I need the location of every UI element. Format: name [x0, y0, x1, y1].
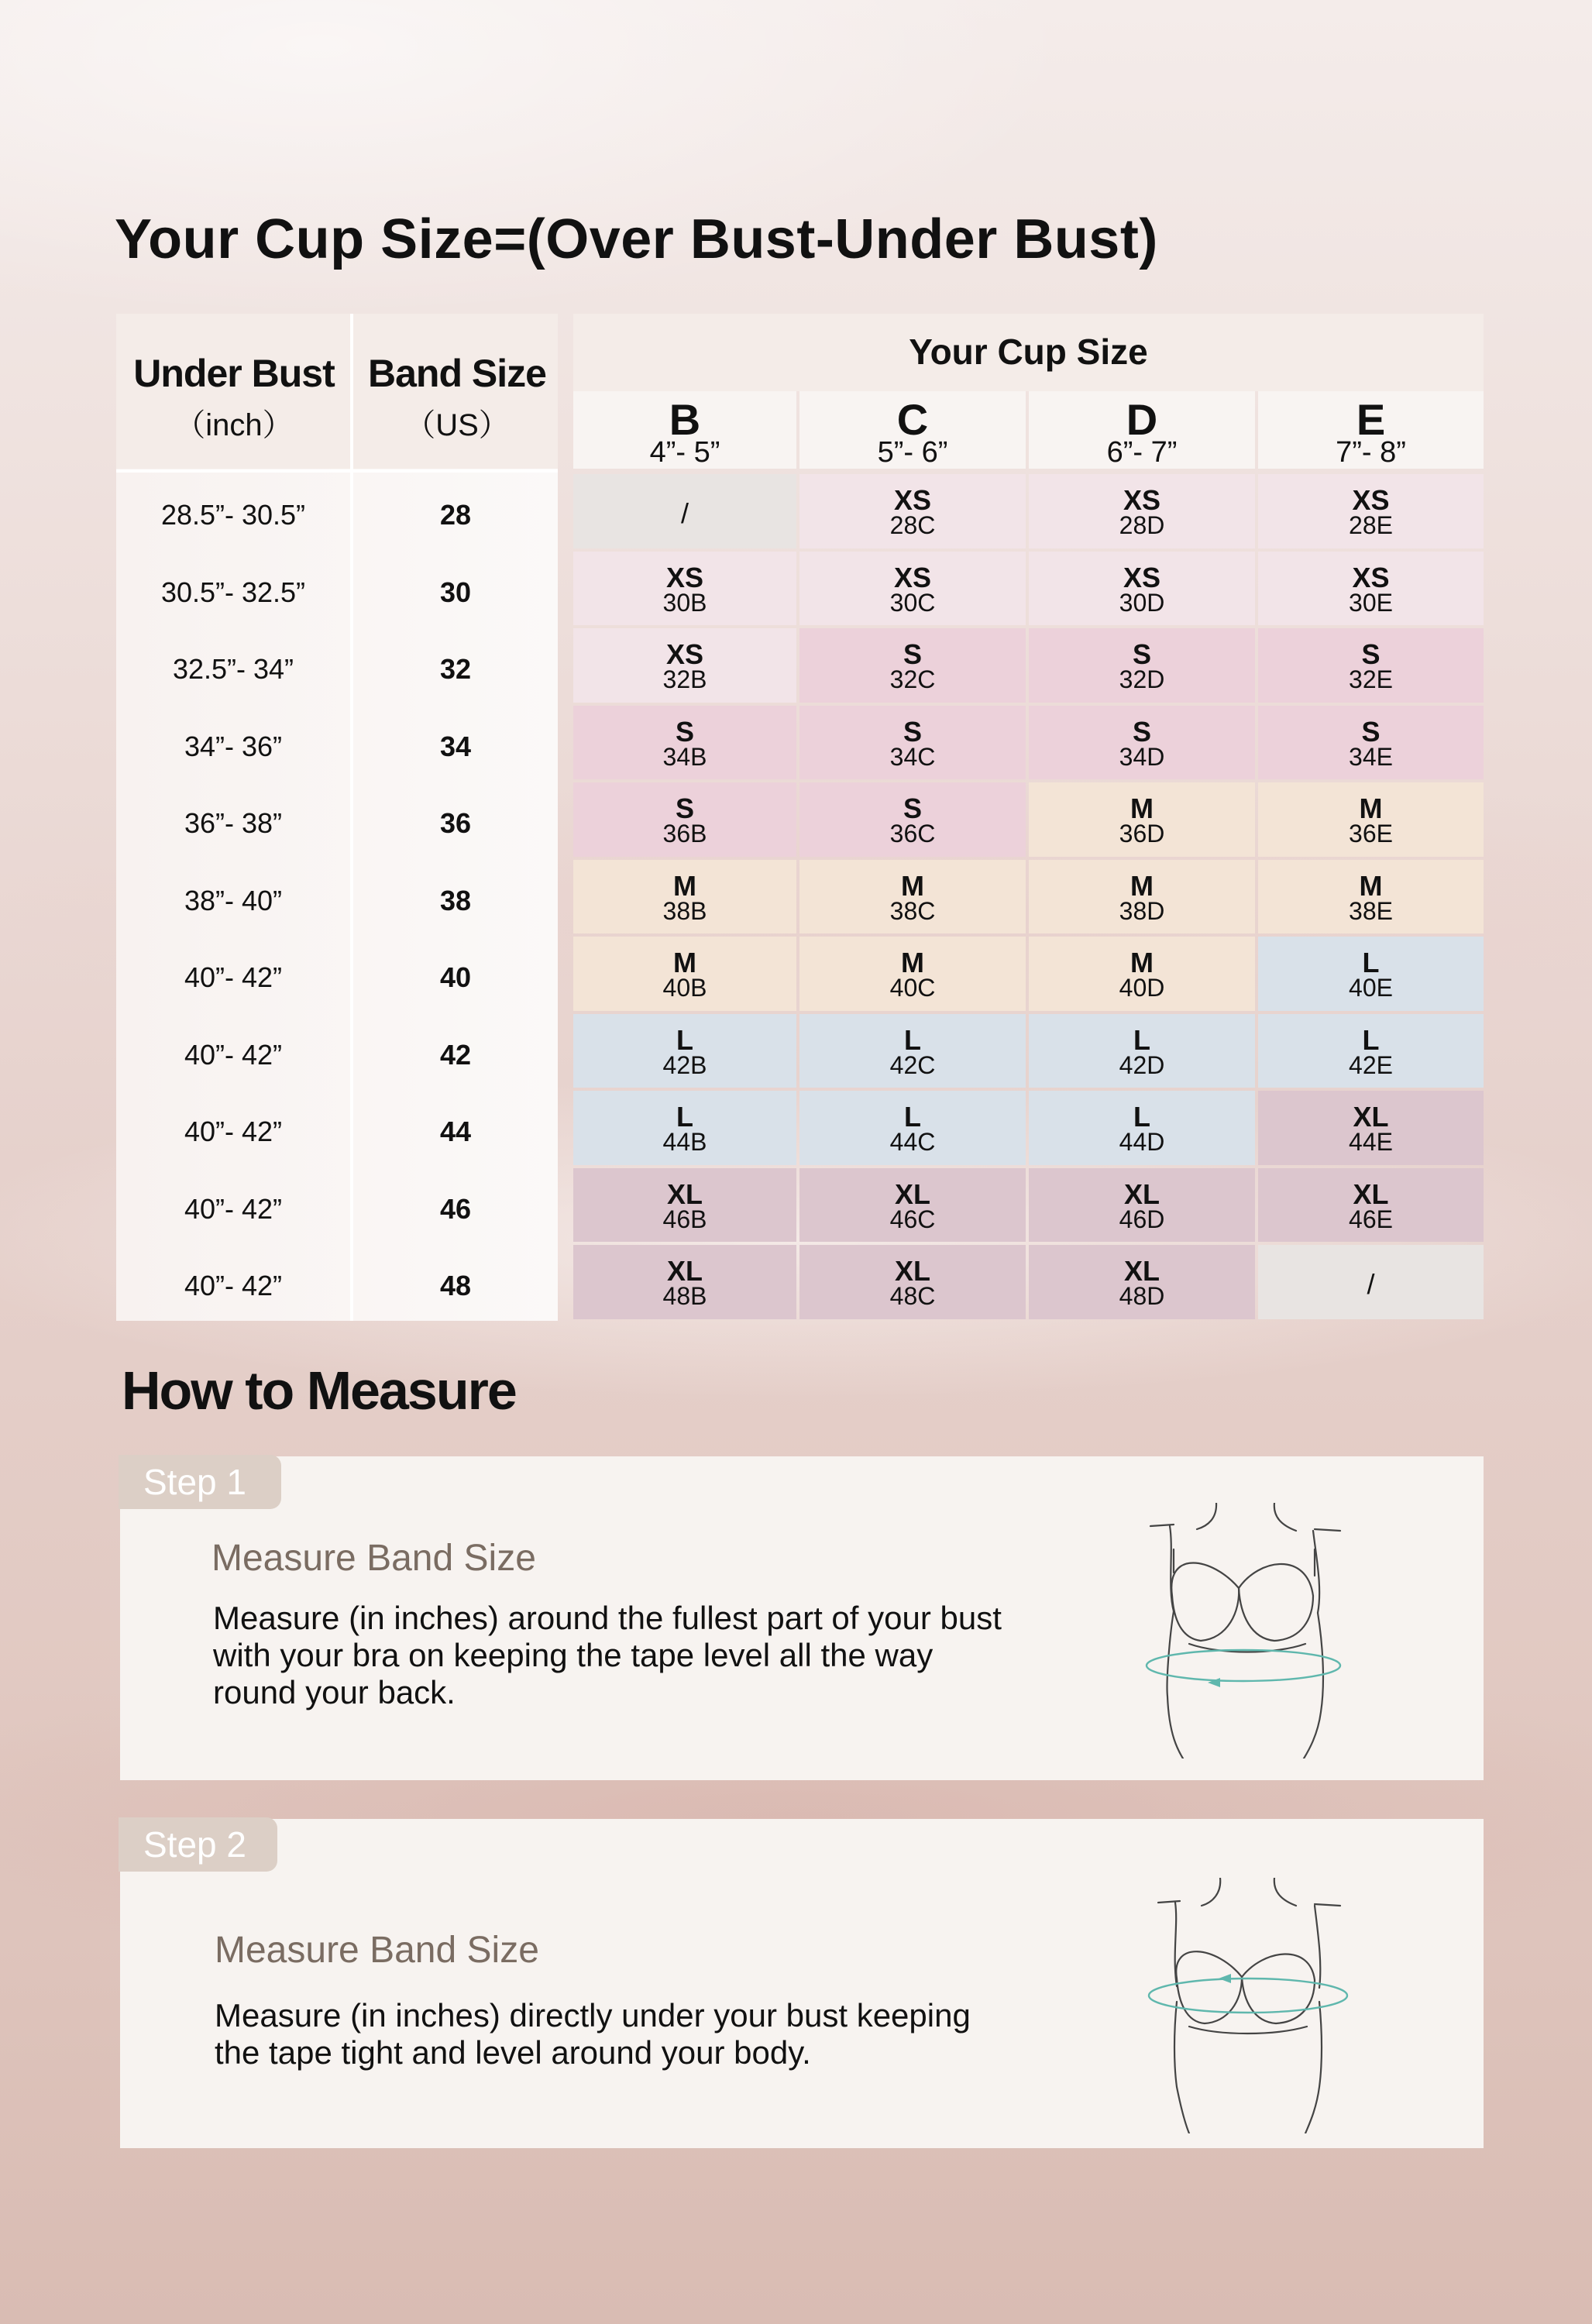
band-size-value: 28 [439, 499, 472, 531]
size-code: 36C [889, 820, 936, 847]
size-code: 34D [1119, 742, 1165, 771]
band-size-value: 36 [439, 807, 472, 839]
step-1-badge: Step 1 [119, 1455, 281, 1509]
step-1-text [213, 1600, 1002, 1711]
left-table-header [116, 314, 558, 469]
size-label: XS [1352, 484, 1390, 516]
size-label: M [1130, 869, 1154, 902]
size-cell [1029, 860, 1255, 934]
size-code: 44B [662, 1128, 707, 1156]
step-1-line-1: Measure (in inches) around the fullest part of your bust [213, 1600, 1002, 1636]
size-cell [799, 860, 1026, 934]
step-2-panel [120, 1819, 1484, 2148]
band-size-value: 42 [439, 1038, 472, 1071]
size-cell [799, 474, 1026, 548]
size-code: 40E [1349, 974, 1393, 1002]
size-cell [573, 552, 796, 626]
band-size-label: Band Size [368, 352, 546, 395]
size-code: 40C [889, 974, 936, 1002]
size-code: 30E [1349, 588, 1393, 617]
size-label: XL [666, 1177, 703, 1210]
size-label: XS [893, 484, 932, 516]
size-label: XL [894, 1255, 930, 1287]
step-2-line-2: the tape tight and level around your body. [215, 2034, 811, 2071]
cup-range: 4”- 5” [649, 436, 720, 469]
size-cell [1029, 782, 1255, 857]
size-cell [573, 860, 796, 934]
band-size-value: 44 [439, 1116, 472, 1147]
size-code: 44E [1349, 1128, 1393, 1156]
size-label: M [1359, 792, 1383, 824]
size-cell [799, 937, 1026, 1011]
size-label: M [673, 947, 696, 978]
step-1-line-3: round your back. [213, 1674, 456, 1710]
size-code: 46D [1119, 1205, 1165, 1233]
under-bust-value: 40”- 42” [184, 961, 283, 993]
size-cell [1258, 1014, 1484, 1088]
step-1-title: Measure Band Size [211, 1538, 536, 1579]
size-cell [1029, 937, 1255, 1011]
under-bust-value: 38”- 40” [184, 884, 283, 916]
size-cell [573, 782, 796, 857]
not-available-mark: / [680, 497, 689, 529]
size-code: 32B [662, 665, 707, 693]
cup-letter: E [1356, 395, 1386, 444]
under-bust-value: 40”- 42” [184, 1038, 283, 1071]
size-cell [1258, 860, 1484, 934]
size-label: XL [1353, 1101, 1389, 1133]
size-code: 46B [662, 1205, 707, 1233]
band-size-value: 30 [439, 576, 472, 608]
size-code: 30D [1119, 588, 1165, 617]
size-code: 32E [1349, 665, 1393, 693]
size-code: 44C [889, 1128, 936, 1156]
size-label: S [1361, 715, 1381, 748]
cup-column-C [799, 391, 1026, 469]
under-bust-value: 34”- 36” [184, 730, 283, 762]
size-label: L [1133, 1101, 1150, 1133]
size-cell [1258, 782, 1484, 857]
cup-range: 5”- 6” [877, 436, 948, 469]
size-code: 36D [1119, 820, 1165, 847]
size-cell [573, 1245, 796, 1319]
under-bust-value: 28.5”- 30.5” [160, 499, 306, 531]
size-code: 48B [662, 1282, 707, 1310]
size-cell [1029, 706, 1255, 780]
size-label: M [1130, 947, 1154, 978]
under-bust-value: 40”- 42” [184, 1270, 283, 1301]
size-code: 42E [1349, 1050, 1393, 1079]
size-label: S [675, 792, 694, 824]
size-cell [799, 706, 1026, 780]
size-cell [1258, 937, 1484, 1011]
size-cell [573, 1168, 796, 1243]
size-cell [799, 1014, 1026, 1088]
band-size-value: 46 [439, 1192, 472, 1225]
size-code: 38D [1119, 896, 1165, 925]
size-cell [573, 474, 796, 548]
size-label: M [901, 869, 924, 902]
under-bust-value: 40”- 42” [184, 1192, 283, 1225]
size-code: 36B [662, 820, 707, 847]
size-label: L [904, 1101, 921, 1133]
cup-column-D [1029, 391, 1255, 469]
left-header-divider [116, 469, 558, 473]
size-label: XL [894, 1177, 930, 1210]
step-1-line-2: with your bra on keeping the tape level all the way [213, 1637, 934, 1673]
under-bust-unit: （inch） [174, 408, 294, 442]
cup-column-E [1258, 391, 1484, 469]
step-2-text [215, 1997, 971, 2071]
size-code: 34E [1349, 742, 1393, 771]
size-code: 40B [662, 974, 707, 1002]
cup-range: 7”- 8” [1336, 436, 1406, 469]
size-code: 36E [1349, 820, 1393, 847]
size-code: 28D [1119, 511, 1165, 539]
size-cell [1029, 552, 1255, 626]
band-size-value: 40 [439, 961, 472, 993]
size-code: 48C [889, 1282, 936, 1310]
band-size-unit: （US） [404, 408, 510, 442]
size-code: 40D [1119, 974, 1165, 1002]
size-code: 28C [889, 511, 936, 539]
step-2-badge: Step 2 [119, 1817, 277, 1872]
size-label: XS [1123, 484, 1161, 516]
size-label: L [904, 1023, 921, 1056]
step-2-line-1: Measure (in inches) directly under your bust keeping [215, 1997, 971, 2033]
size-label: S [675, 715, 694, 748]
size-label: L [1362, 1023, 1380, 1056]
size-code: 34C [889, 742, 936, 771]
size-label: M [1130, 792, 1154, 824]
size-cell [1258, 474, 1484, 548]
size-label: XS [665, 561, 704, 593]
size-label: S [1361, 638, 1381, 670]
size-cell [799, 552, 1026, 626]
bra-tape-bust-icon [1143, 1503, 1375, 1758]
size-code: 38B [662, 896, 707, 925]
cup-size-header [573, 314, 1484, 391]
how-to-measure-heading: How to Measure [122, 1360, 516, 1421]
size-cell [799, 628, 1026, 703]
size-code: 42C [889, 1050, 936, 1079]
size-code: 30C [889, 588, 936, 617]
size-label: M [673, 869, 696, 902]
step-2-title: Measure Band Size [215, 1930, 539, 1971]
size-cell [573, 1091, 796, 1165]
band-size-value: 48 [439, 1270, 472, 1301]
size-cell [1258, 628, 1484, 703]
size-code: 46C [889, 1205, 936, 1233]
size-label: S [1132, 715, 1151, 748]
size-label: S [903, 792, 922, 824]
size-code: 44D [1119, 1128, 1165, 1156]
size-cell [573, 706, 796, 780]
size-label: L [1133, 1023, 1150, 1056]
page-title: Your Cup Size=(Over Bust-Under Bust) [115, 208, 1158, 270]
size-code: 42B [662, 1050, 707, 1079]
cup-letter: D [1126, 395, 1158, 444]
band-size-value: 32 [439, 653, 472, 685]
size-label: L [676, 1023, 693, 1056]
size-label: XL [1123, 1177, 1160, 1210]
size-code: 42D [1119, 1050, 1165, 1079]
size-cell [1258, 1091, 1484, 1165]
size-code: 38E [1349, 896, 1393, 925]
size-cell [1029, 1168, 1255, 1243]
size-code: 32C [889, 665, 936, 693]
size-cell [1258, 552, 1484, 626]
size-cell [799, 1168, 1026, 1243]
size-label: M [901, 947, 924, 978]
size-code: 46E [1349, 1205, 1393, 1233]
cup-letter: C [896, 395, 929, 444]
step-1-panel [120, 1456, 1484, 1780]
size-cell [1029, 1245, 1255, 1319]
under-bust-value: 40”- 42” [184, 1116, 283, 1147]
under-bust-label: Under Bust [133, 352, 335, 395]
size-label: XL [1123, 1255, 1160, 1287]
under-bust-value: 30.5”- 32.5” [160, 576, 306, 608]
size-cell [573, 1014, 796, 1088]
size-label: L [1362, 947, 1380, 978]
size-label: L [676, 1101, 693, 1133]
size-label: S [903, 638, 922, 670]
size-cell [1029, 628, 1255, 703]
band-size-value: 38 [439, 884, 472, 916]
size-label: XS [665, 638, 704, 670]
size-label: XS [1123, 561, 1161, 593]
size-code: 38C [889, 896, 936, 925]
size-cell [799, 782, 1026, 857]
cup-letter: B [669, 395, 701, 444]
size-cell [1029, 1014, 1255, 1088]
under-bust-value: 32.5”- 34” [172, 653, 294, 685]
size-code: 32D [1119, 665, 1165, 693]
size-cell [573, 628, 796, 703]
size-cell [799, 1245, 1026, 1319]
cup-range: 6”- 7” [1106, 436, 1178, 469]
size-cell [1029, 474, 1255, 548]
size-cell [799, 1091, 1026, 1165]
not-available-mark: / [1367, 1268, 1375, 1300]
size-label: XL [666, 1255, 703, 1287]
size-cell [1029, 1091, 1255, 1165]
size-cell [1258, 706, 1484, 780]
size-label: XS [1352, 561, 1390, 593]
under-bust-value: 36”- 38” [184, 807, 283, 839]
cup-size-title: Your Cup Size [909, 332, 1148, 372]
size-code: 48D [1119, 1282, 1165, 1310]
bra-tape-underbust-icon [1143, 1878, 1375, 2133]
size-label: M [1359, 869, 1383, 902]
band-size-value: 34 [439, 730, 472, 762]
size-cell [1258, 1245, 1484, 1319]
size-label: XS [893, 561, 932, 593]
size-code: 28E [1349, 511, 1393, 539]
size-label: S [903, 715, 922, 748]
size-label: XL [1353, 1177, 1389, 1210]
size-cell [1258, 1168, 1484, 1243]
size-cell [573, 937, 796, 1011]
size-label: S [1132, 638, 1151, 670]
size-code: 34B [662, 742, 707, 771]
size-code: 30B [662, 588, 707, 617]
cup-column-B [573, 391, 796, 469]
